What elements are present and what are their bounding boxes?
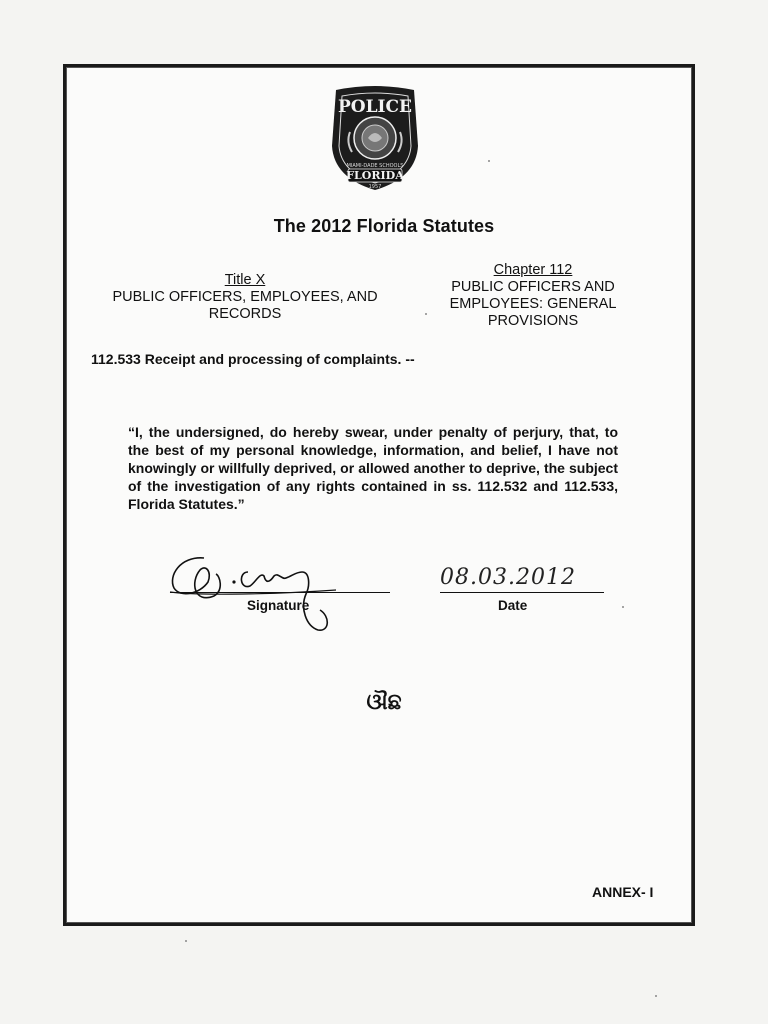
chapter-label: Chapter 112	[493, 262, 573, 278]
scan-speck	[488, 160, 490, 162]
oath-statement: “I, the undersigned, do hereby swear, under penalty of perjury, that, to the best of my personal knowledge, information, and belief, I have not knowingly or willfully deprived, or allowed another to deprive, the subject of the investigation of any rights contained in ss. 112.532 and 112.533, Florida Statutes.”	[128, 424, 618, 512]
chapter-column	[440, 262, 626, 330]
handwritten-date: 08.03.2012	[440, 565, 576, 590]
scan-speck	[622, 606, 624, 608]
section-heading: 112.533 Receipt and processing of complaints. --	[91, 351, 415, 367]
signature-label: Signature	[247, 598, 310, 613]
svg-text:FLORIDA: FLORIDA	[346, 169, 404, 182]
chapter-name: PUBLIC OFFICERS AND EMPLOYEES: GENERAL PROVISIONS	[449, 279, 617, 329]
scan-speck	[655, 995, 657, 997]
title-name: PUBLIC OFFICERS, EMPLOYEES, AND RECORDS	[112, 289, 378, 322]
ornament-divider: ଔଛ	[366, 690, 402, 715]
svg-text:POLICE: POLICE	[338, 97, 412, 117]
scan-speck	[185, 940, 187, 942]
svg-text:MIAMI-DADE SCHOOLS: MIAMI-DADE SCHOOLS	[346, 163, 404, 169]
signature-line	[170, 592, 390, 593]
annex-label: ANNEX- I	[592, 884, 654, 900]
title-column	[100, 272, 390, 323]
handwritten-signature	[160, 546, 350, 636]
police-badge-logo	[328, 86, 422, 192]
date-line	[440, 592, 604, 593]
scan-speck	[425, 313, 427, 315]
title-label: Title X	[224, 272, 266, 288]
svg-text:1957: 1957	[368, 184, 382, 190]
date-label: Date	[498, 598, 528, 613]
document-title: The 2012 Florida Statutes	[273, 216, 495, 236]
